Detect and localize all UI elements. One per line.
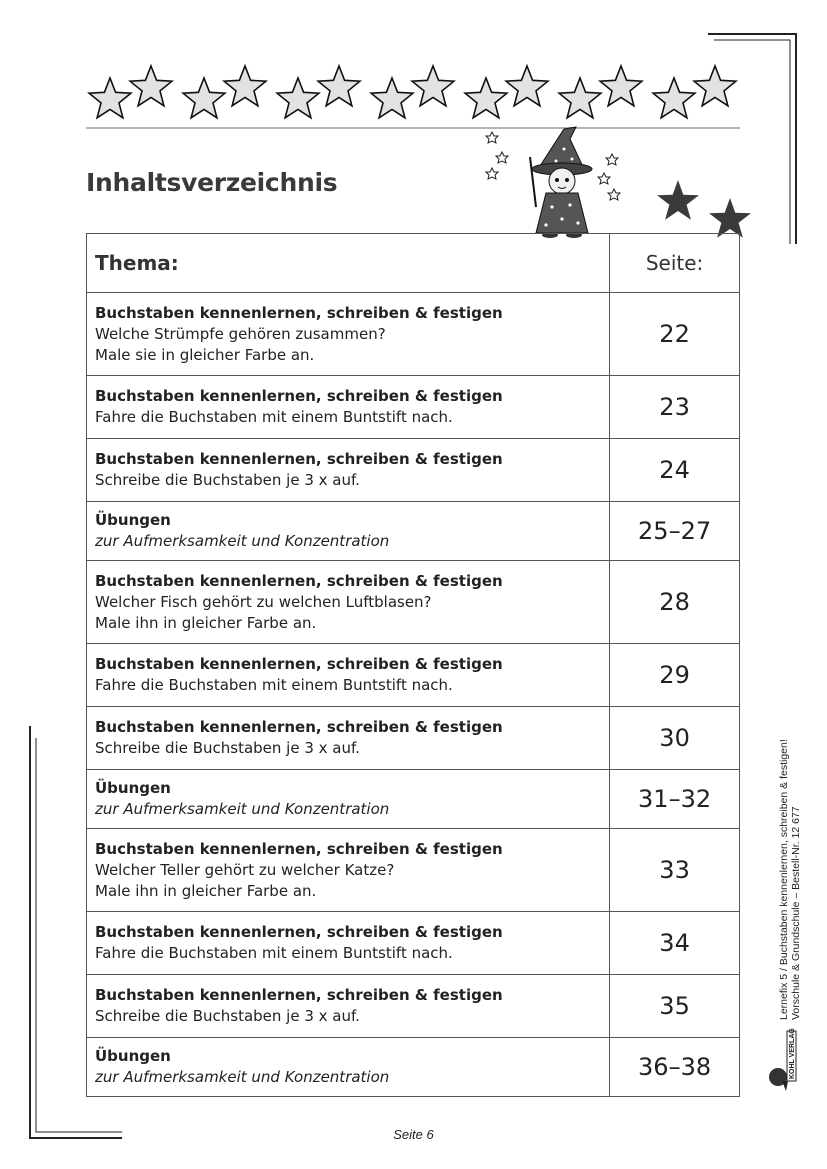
topic-heading: Buchstaben kennenlernen, schreiben & festigen bbox=[95, 571, 503, 590]
topic-heading: Buchstaben kennenlernen, schreiben & festigen bbox=[95, 923, 503, 941]
page-number-cell: 33 bbox=[610, 829, 740, 912]
topic-heading: Buchstaben kennenlernen, schreiben & festigen bbox=[95, 986, 503, 1004]
topic-cell bbox=[87, 770, 610, 829]
table-row bbox=[87, 644, 740, 707]
border-star bbox=[183, 78, 225, 118]
topic-description: Welcher Teller gehört zu welcher Katze? bbox=[95, 860, 395, 879]
border-star bbox=[89, 78, 131, 118]
table-row bbox=[87, 912, 740, 975]
topic-heading: Buchstaben kennenlernen, schreiben & festigen bbox=[95, 655, 503, 673]
table-row bbox=[87, 439, 740, 502]
border-star bbox=[318, 66, 360, 106]
side-publisher-info bbox=[778, 710, 808, 1020]
topic-description: Schreibe die Buchstaben je 3 x auf. bbox=[95, 1007, 360, 1025]
topic-description: Welche Strümpfe gehören zusammen? bbox=[95, 324, 386, 343]
border-star bbox=[277, 78, 319, 118]
page-number-cell: 30 bbox=[610, 707, 740, 770]
border-star bbox=[412, 66, 454, 106]
border-star bbox=[653, 78, 695, 118]
svg-text:KOHL VERLAG: KOHL VERLAG bbox=[789, 1028, 796, 1079]
star-border bbox=[86, 62, 742, 122]
border-star bbox=[130, 66, 172, 106]
topic-description: zur Aufmerksamkeit und Konzentration bbox=[95, 532, 390, 550]
publisher-logo bbox=[768, 1025, 798, 1095]
topic-heading: Übungen bbox=[95, 511, 171, 529]
table-row bbox=[87, 561, 740, 644]
page-number-cell: 29 bbox=[610, 644, 740, 707]
side-info-line-1: Lernefix 5 / Buchstaben kennenlernen, schreiben & festigen! bbox=[778, 739, 790, 1020]
topic-description: Fahre die Buchstaben mit einem Buntstift nach. bbox=[95, 408, 453, 426]
table-row bbox=[87, 829, 740, 912]
page-number-cell: 36–38 bbox=[610, 1038, 740, 1097]
topic-description: Fahre die Buchstaben mit einem Buntstift nach. bbox=[95, 676, 453, 694]
table-header-row bbox=[87, 234, 740, 293]
topic-cell bbox=[87, 502, 610, 561]
table-row bbox=[87, 376, 740, 439]
border-star bbox=[506, 66, 548, 106]
topic-heading: Übungen bbox=[95, 1047, 171, 1065]
page-number-cell: 35 bbox=[610, 975, 740, 1038]
table-row bbox=[87, 1038, 740, 1097]
contents-table bbox=[86, 233, 740, 1097]
topic-description: zur Aufmerksamkeit und Konzentration bbox=[95, 1068, 390, 1086]
topic-cell bbox=[87, 829, 610, 912]
topic-cell bbox=[87, 644, 610, 707]
page-number-cell: 24 bbox=[610, 439, 740, 502]
page-number-cell: 23 bbox=[610, 376, 740, 439]
border-star bbox=[224, 66, 266, 106]
border-star bbox=[371, 78, 413, 118]
page-title: Inhaltsverzeichnis bbox=[86, 168, 338, 197]
topic-description: Fahre die Buchstaben mit einem Buntstift nach. bbox=[95, 944, 453, 962]
topic-cell bbox=[87, 293, 610, 376]
table-row bbox=[87, 770, 740, 829]
topic-description: Schreibe die Buchstaben je 3 x auf. bbox=[95, 471, 360, 489]
border-star bbox=[559, 78, 601, 118]
topic-cell bbox=[87, 707, 610, 770]
column-header-topic: Thema: bbox=[87, 234, 610, 293]
page-number-cell: 22 bbox=[610, 293, 740, 376]
page-number-cell: 34 bbox=[610, 912, 740, 975]
topic-cell bbox=[87, 376, 610, 439]
topic-heading: Buchstaben kennenlernen, schreiben & festigen bbox=[95, 450, 503, 468]
topic-cell bbox=[87, 1038, 610, 1097]
divider-rule bbox=[86, 127, 740, 129]
topic-cell bbox=[87, 439, 610, 502]
topic-heading: Buchstaben kennenlernen, schreiben & festigen bbox=[95, 303, 503, 322]
page-number-footer: Seite 6 bbox=[393, 1127, 434, 1142]
topic-description: Schreibe die Buchstaben je 3 x auf. bbox=[95, 739, 360, 757]
page-number-cell: 28 bbox=[610, 561, 740, 644]
page-number-cell: 25–27 bbox=[610, 502, 740, 561]
wizard-illustration bbox=[480, 125, 630, 240]
topic-cell bbox=[87, 912, 610, 975]
topic-heading: Buchstaben kennenlernen, schreiben & festigen bbox=[95, 839, 503, 858]
column-header-page: Seite: bbox=[610, 234, 740, 293]
border-star bbox=[465, 78, 507, 118]
topic-description: Male sie in gleicher Farbe an. bbox=[95, 345, 315, 364]
page-number-cell: 31–32 bbox=[610, 770, 740, 829]
table-row bbox=[87, 502, 740, 561]
table-row bbox=[87, 293, 740, 376]
topic-heading: Buchstaben kennenlernen, schreiben & festigen bbox=[95, 387, 503, 405]
table-row bbox=[87, 975, 740, 1038]
table-row bbox=[87, 707, 740, 770]
border-star bbox=[694, 66, 736, 106]
topic-cell bbox=[87, 975, 610, 1038]
topic-description: Male ihn in gleicher Farbe an. bbox=[95, 881, 317, 900]
topic-description: Male ihn in gleicher Farbe an. bbox=[95, 613, 317, 632]
topic-cell bbox=[87, 561, 610, 644]
border-star bbox=[600, 66, 642, 106]
side-info-line-2: Vorschule & Grundschule – Bestell-Nr. 12 677 bbox=[790, 806, 802, 1020]
topic-description: zur Aufmerksamkeit und Konzentration bbox=[95, 800, 390, 818]
topic-heading: Buchstaben kennenlernen, schreiben & festigen bbox=[95, 718, 503, 736]
topic-description: Welcher Fisch gehört zu welchen Luftblasen? bbox=[95, 592, 432, 611]
topic-heading: Übungen bbox=[95, 779, 171, 797]
